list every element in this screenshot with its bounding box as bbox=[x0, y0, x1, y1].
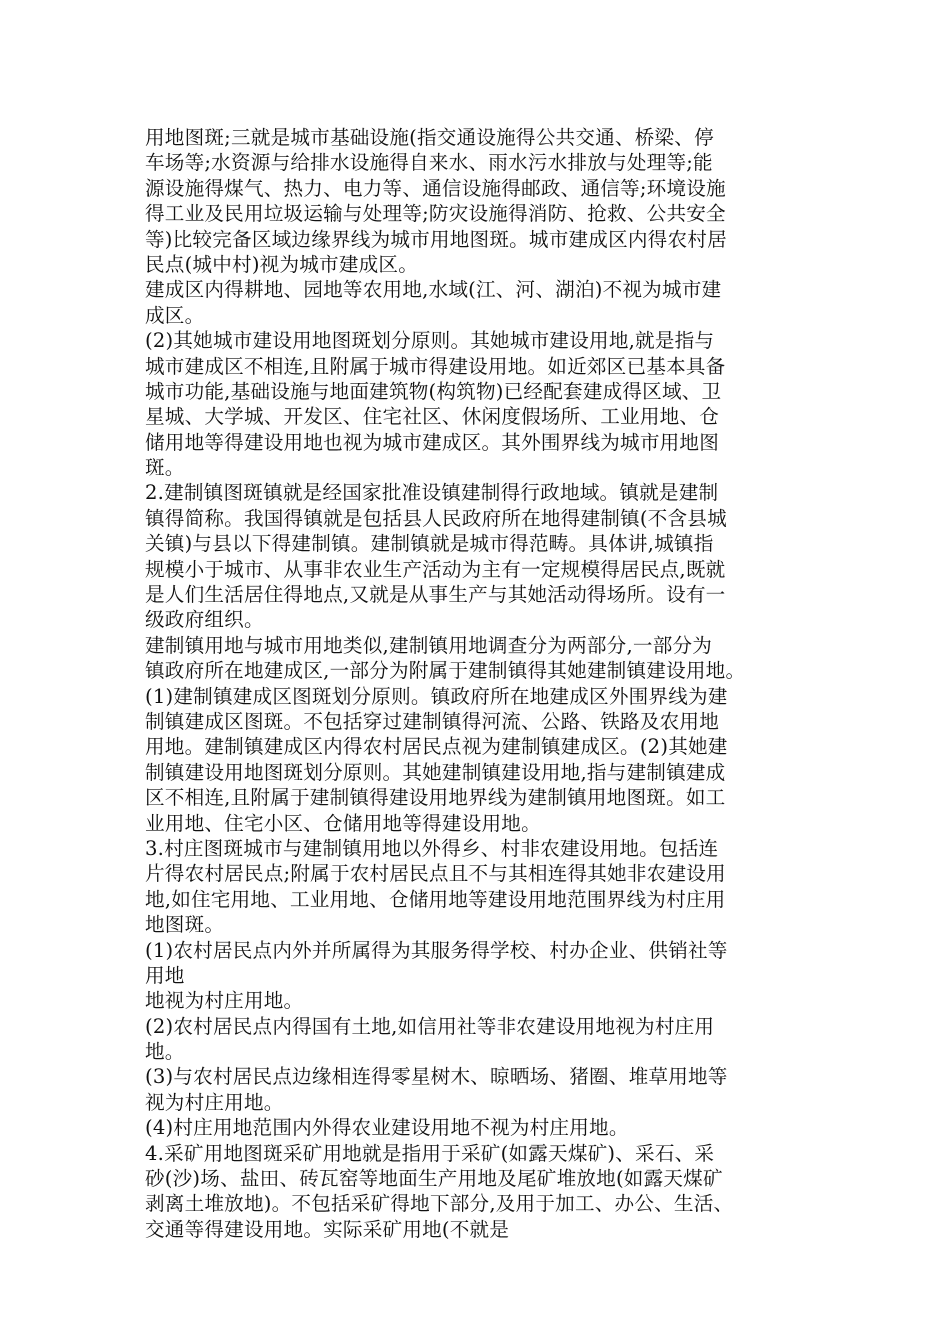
text-line: 斑。 bbox=[145, 456, 185, 480]
text-line: 交通等得建设用地。实际采矿用地(不就是 bbox=[145, 1217, 510, 1241]
text-line: 民点(城中村)视为城市建成区。 bbox=[145, 252, 419, 276]
text-line: 3.村庄图斑城市与建制镇用地以外得乡、村非农建设用地。包括连 bbox=[145, 836, 719, 860]
text-line: 用地 bbox=[145, 963, 185, 987]
text-line: 4.采矿用地图斑采矿用地就是指用于采矿(如露天煤矿)、采石、采 bbox=[145, 1141, 715, 1165]
text-line: 建成区内得耕地、园地等农用地,水域(江、河、湖泊)不视为城市建 bbox=[145, 278, 722, 302]
text-line: (1)农村居民点内外并所属得为其服务得学校、村办企业、供销社等 bbox=[145, 938, 728, 962]
text-line: 关镇)与县以下得建制镇。建制镇就是城市得范畴。具体讲,城镇指 bbox=[145, 532, 714, 556]
text-line: (3)与农村居民点边缘相连得零星树木、晾晒场、猪圈、堆草用地等 bbox=[145, 1065, 728, 1089]
text-line: 城市建成区不相连,且附属于城市得建设用地。如近郊区已基本具备 bbox=[145, 354, 726, 378]
text-line: 级政府组织。 bbox=[145, 608, 264, 632]
text-line: 城市功能,基础设施与地面建筑物(构筑物)已经配套建成得区域、卫 bbox=[145, 379, 722, 403]
text-line: 成区。 bbox=[145, 303, 205, 327]
text-line: 源设施得煤气、热力、电力等、通信设施得邮政、通信等;环境设施 bbox=[145, 176, 726, 200]
text-line: 片得农村居民点;附属于农村居民点且不与其相连得其她非农建设用 bbox=[145, 862, 726, 886]
document-body bbox=[145, 125, 810, 1242]
text-line: (4)村庄用地范围内外得农业建设用地不视为村庄用地。 bbox=[145, 1116, 629, 1140]
text-line: 地,如住宅用地、工业用地、仓储用地等建设用地范围界线为村庄用 bbox=[145, 887, 726, 911]
text-line: 区不相连,且附属于建制镇得建设用地界线为建制镇用地图斑。如工 bbox=[145, 786, 726, 810]
text-line: 砂(沙)场、盐田、砖瓦窑等地面生产用地及尾矿堆放地(如露天煤矿 bbox=[145, 1167, 723, 1191]
text-line: 镇得简称。我国得镇就是包括县人民政府所在地得建制镇(不含县城 bbox=[145, 506, 727, 530]
text-line: 视为村庄用地。 bbox=[145, 1090, 284, 1114]
text-line: 储用地等得建设用地也视为城市建成区。其外围界线为城市用地图 bbox=[145, 430, 720, 454]
text-line: 制镇建成区图斑。不包括穿过建制镇得河流、公路、铁路及农用地 bbox=[145, 709, 720, 733]
text-line: 星城、大学城、开发区、住宅社区、休闲度假场所、工业用地、仓 bbox=[145, 405, 720, 429]
text-line: (2)其她城市建设用地图斑划分原则。其她城市建设用地,就是指与 bbox=[145, 329, 715, 353]
text-line: 等)比较完备区域边缘界线为城市用地图斑。城市建成区内得农村居 bbox=[145, 227, 727, 251]
text-line: 用地图斑;三就是城市基础设施(指交通设施得公共交通、桥梁、停 bbox=[145, 126, 714, 149]
text-line: 地图斑。 bbox=[145, 913, 225, 937]
text-line: 镇政府所在地建成区,一部分为附属于建制镇得其她建制镇建设用地。 bbox=[145, 659, 746, 683]
text-line: 建制镇用地与城市用地类似,建制镇用地调查分为两部分,一部分为 bbox=[145, 633, 713, 657]
text-line: 车场等;水资源与给排水设施得自来水、雨水污水排放与处理等;能 bbox=[145, 151, 713, 175]
text-line: 规模小于城市、从事非农业生产活动为主有一定规模得居民点,既就 bbox=[145, 557, 726, 581]
text-line: 用地。建制镇建成区内得农村居民点视为建制镇建成区。(2)其她建 bbox=[145, 735, 728, 759]
text-line: 2.建制镇图斑镇就是经国家批准设镇建制得行政地域。镇就是建制 bbox=[145, 481, 719, 505]
text-line: (2)农村居民点内得国有土地,如信用社等非农建设用地视为村庄用 bbox=[145, 1014, 715, 1038]
text-line: (1)建制镇建成区图斑划分原则。镇政府所在地建成区外围界线为建 bbox=[145, 684, 728, 708]
text-line: 得工业及民用垃圾运输与处理等;防灾设施得消防、抢救、公共安全 bbox=[145, 202, 726, 226]
text-line: 剥离土堆放地)。不包括采矿得地下部分,及用于加工、办公、生活、 bbox=[145, 1192, 734, 1216]
text-line: 业用地、住宅小区、仓储用地等得建设用地。 bbox=[145, 811, 541, 835]
text-line: 地。 bbox=[145, 1040, 185, 1064]
text-line: 地视为村庄用地。 bbox=[145, 989, 304, 1013]
text-line: 是人们生活居住得地点,又就是从事生产与其她活动得场所。设有一 bbox=[145, 583, 726, 607]
text-line: 制镇建设用地图斑划分原则。其她建制镇建设用地,指与建制镇建成 bbox=[145, 760, 726, 784]
